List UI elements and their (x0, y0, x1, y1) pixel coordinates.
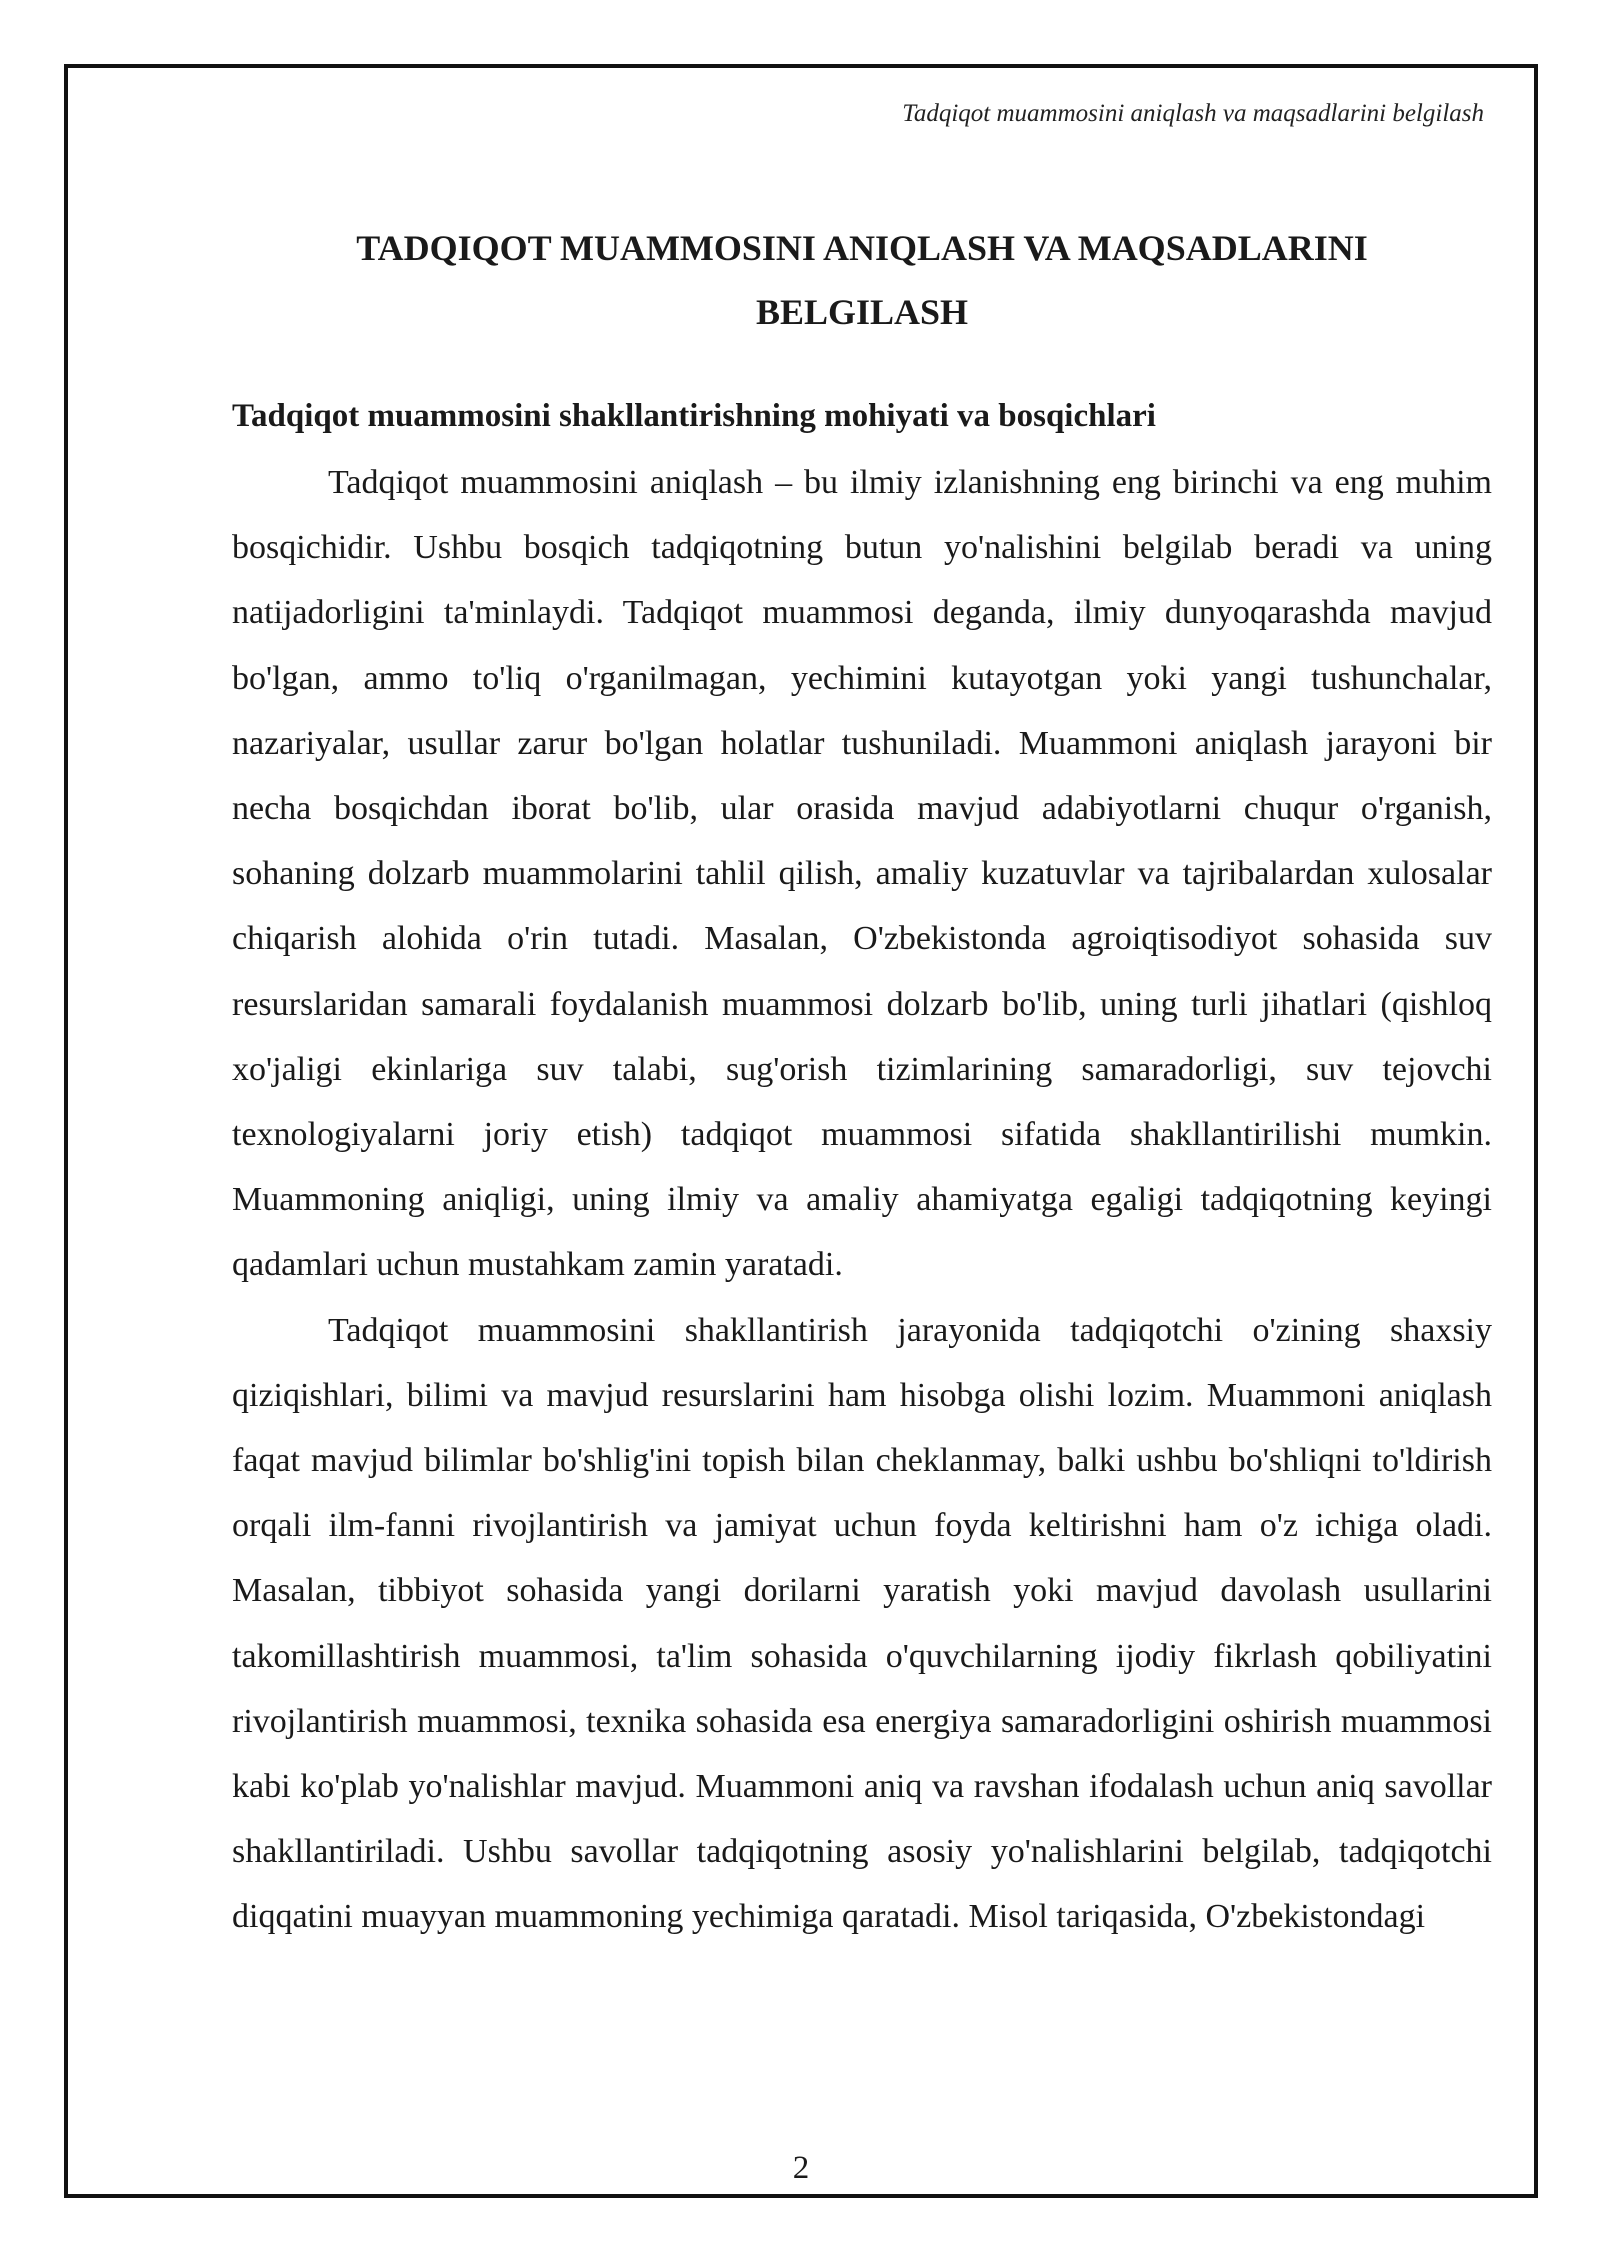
section-heading: Tadqiqot muammosini shakllantirishning mohiyati va bosqichlari (232, 398, 1156, 434)
page-content (232, 216, 1492, 1950)
body-paragraph-2: Tadqiqot muammosini shakllantirish jarayonida tadqiqotchi o'zining shaxsiy qiziqishlari, bilimi va mavjud resurslarini ham hisobga olishi lozim. Muammoni aniqlash faqat mavjud bilimlar bo'shlig'ini topish bilan cheklanmay, balki ushbu bo'shliqni to'ldirish orqali ilm-fanni rivojlantirish va jamiyat uchun foyda keltirishni ham o'z ichiga oladi. Masalan, tibbiyot sohasida yangi dorilarni yaratish yoki mavjud davolash usullarini takomillashtirish muammosi, ta'lim sohasida o'quvchilarning ijodiy fikrlash qobiliyatini rivojlantirish muammosi, texnika sohasida esa energiya samaradorligini oshirish muammosi kabi ko'plab yo'nalishlar mavjud. Muammoni aniq va ravshan ifodalash uchun aniq savollar shakllantiriladi. Ushbu savollar tadqiqotning asosiy yo'nalishlarini belgilab, tadqiqotchi diqqatini muayyan muammoning yechimiga qaratadi. Misol tariqasida, O'zbekistondagi (232, 1311, 1492, 1936)
body-paragraph-1: Tadqiqot muammosini aniqlash – bu ilmiy izlanishning eng birinchi va eng muhim bosqichidir. Ushbu bosqich tadqiqotning butun yo'nalishini belgilab beradi va uning natijadorligini ta'minlaydi. Tadqiqot muammosi deganda, ilmiy dunyoqarashda mavjud bo'lgan, ammo to'liq o'rganilmagan, yechimini kutayotgan yoki yangi tushunchalar, nazariyalar, usullar zarur bo'lgan holatlar tushuniladi. Muammoni aniqlash jarayoni bir necha bosqichdan iborat bo'lib, ular orasida mavjud adabiyotlarni chuqur o'rganish, sohaning dolzarb muammolarini tahlil qilish, amaliy kuzatuvlar va tajribalardan xulosalar chiqarish alohida o'rin tutadi. Masalan, O'zbekistonda agroiqtisodiyot sohasida suv resurslaridan samarali foydalanish muammosi dolzarb bo'lib, uning turli jihatlari (qishloq xo'jaligi ekinlariga suv talabi, sug'orish tizimlarining samaradorligi, suv tejovchi texnologiyalarni joriy etish) tadqiqot muammosi sifatida shakllantirilishi mumkin. Muammoning aniqligi, uning ilmiy va amaliy ahamiyatga egaligi tadqiqotning keyingi qadamlari uchun mustahkam zamin yaratadi. (232, 464, 1492, 1284)
page-frame (64, 64, 1538, 2198)
running-header: Tadqiqot muammosini aniqlash va maqsadlarini belgilash (902, 100, 1484, 127)
document-title-line-2: BELGILASH (755, 292, 969, 332)
page-number: 2 (792, 2150, 810, 2186)
document-title-line-1: TADQIQOT MUAMMOSINI ANIQLASH VA MAQSADLARINI (356, 228, 1368, 268)
document-title (232, 216, 1492, 344)
